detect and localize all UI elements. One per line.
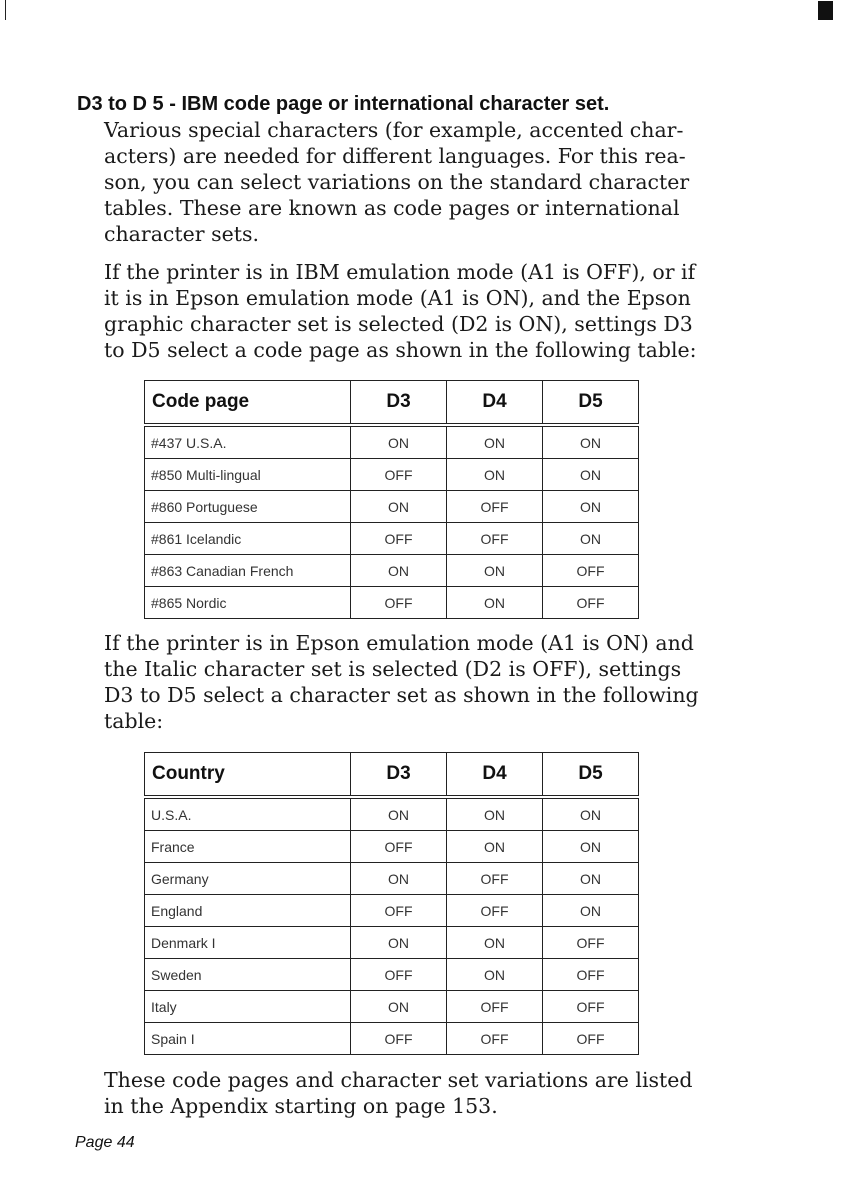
table-cell: OFF	[447, 1023, 543, 1055]
table-cell: OFF	[543, 959, 639, 991]
text-line: in the Appendix starting on page 153.	[104, 1094, 498, 1118]
text-line: Various special characters (for example, accented char-	[104, 118, 684, 142]
table-header-row	[145, 753, 639, 798]
table-cell: OFF	[447, 863, 543, 895]
table-row	[145, 991, 639, 1023]
table-row	[145, 959, 639, 991]
table-cell: #860 Portuguese	[145, 491, 351, 523]
country-table	[144, 752, 639, 1055]
table-cell: ON	[351, 991, 447, 1023]
table-cell: ON	[543, 797, 639, 831]
table-cell: ON	[447, 831, 543, 863]
table-cell: #850 Multi-lingual	[145, 459, 351, 491]
text-line: These code pages and character set variations are listed	[104, 1068, 693, 1092]
table-cell: OFF	[351, 1023, 447, 1055]
table-cell: Spain I	[145, 1023, 351, 1055]
table-cell: ON	[543, 523, 639, 555]
table-cell: ON	[351, 797, 447, 831]
text-line: to D5 select a code page as shown in the following table:	[104, 338, 697, 362]
table-cell: Italy	[145, 991, 351, 1023]
table-cell: OFF	[447, 523, 543, 555]
table-cell: OFF	[543, 927, 639, 959]
table-cell: U.S.A.	[145, 797, 351, 831]
table-cell: OFF	[351, 895, 447, 927]
table-row	[145, 459, 639, 491]
table-cell: OFF	[351, 523, 447, 555]
table-cell: OFF	[447, 895, 543, 927]
table-cell: France	[145, 831, 351, 863]
table-cell: ON	[447, 425, 543, 459]
text-line: tables. These are known as code pages or international	[104, 196, 680, 220]
margin-line-mark	[5, 0, 6, 20]
table-cell: #861 Icelandic	[145, 523, 351, 555]
table-cell: Sweden	[145, 959, 351, 991]
text-line: graphic character set is selected (D2 is ON), settings D3	[104, 312, 693, 336]
intro-paragraph	[104, 117, 714, 247]
table-cell: ON	[543, 895, 639, 927]
table-cell: OFF	[351, 831, 447, 863]
table-cell: ON	[447, 797, 543, 831]
table-row	[145, 927, 639, 959]
table-cell: ON	[351, 863, 447, 895]
table-cell: #863 Canadian French	[145, 555, 351, 587]
corner-registration-mark	[818, 1, 833, 20]
table-cell: Denmark I	[145, 927, 351, 959]
column-header: Code page	[145, 381, 351, 426]
table-header-row	[145, 381, 639, 426]
table-cell: OFF	[447, 991, 543, 1023]
table-cell: ON	[447, 555, 543, 587]
text-line: If the printer is in Epson emulation mode (A1 is ON) and	[104, 631, 694, 655]
column-header: D4	[447, 753, 543, 798]
table-cell: OFF	[351, 587, 447, 619]
table-cell: ON	[543, 491, 639, 523]
table-row	[145, 831, 639, 863]
page-number: Page 44	[75, 1134, 135, 1151]
table-cell: OFF	[447, 491, 543, 523]
column-header: D3	[351, 381, 447, 426]
text-line: the Italic character set is selected (D2 is OFF), settings	[104, 657, 682, 681]
table-cell: ON	[351, 927, 447, 959]
table-cell: OFF	[543, 587, 639, 619]
section-heading: D3 to D 5 - IBM code page or international character set.	[77, 93, 610, 115]
table-cell: OFF	[543, 991, 639, 1023]
column-header: D5	[543, 753, 639, 798]
text-line: acters) are needed for different languages. For this rea-	[104, 144, 686, 168]
table-row	[145, 797, 639, 831]
code-page-table	[144, 380, 639, 619]
text-line: son, you can select variations on the standard character	[104, 170, 690, 194]
table-row	[145, 863, 639, 895]
text-line: D3 to D5 select a character set as shown in the following	[104, 683, 699, 707]
table-cell: #437 U.S.A.	[145, 425, 351, 459]
table-cell: OFF	[543, 555, 639, 587]
table-cell: OFF	[351, 459, 447, 491]
appendix-paragraph	[104, 1067, 714, 1119]
table-cell: ON	[447, 959, 543, 991]
text-line: If the printer is in IBM emulation mode (A1 is OFF), or if	[104, 260, 696, 284]
table-cell: ON	[543, 459, 639, 491]
text-line: table:	[104, 709, 164, 733]
table-cell: OFF	[543, 1023, 639, 1055]
epson-mode-paragraph	[104, 630, 714, 734]
table-cell: ON	[543, 831, 639, 863]
column-header: D4	[447, 381, 543, 426]
table-cell: OFF	[351, 959, 447, 991]
table-cell: ON	[351, 491, 447, 523]
table-cell: #865 Nordic	[145, 587, 351, 619]
table-row	[145, 895, 639, 927]
table-cell: Germany	[145, 863, 351, 895]
table-cell: ON	[543, 863, 639, 895]
table-row	[145, 491, 639, 523]
column-header: D5	[543, 381, 639, 426]
table-row	[145, 587, 639, 619]
table-row	[145, 425, 639, 459]
table-row	[145, 555, 639, 587]
column-header: D3	[351, 753, 447, 798]
table-cell: ON	[447, 459, 543, 491]
text-line: character sets.	[104, 222, 260, 246]
text-line: it is in Epson emulation mode (A1 is ON), and the Epson	[104, 286, 691, 310]
table-cell: ON	[351, 425, 447, 459]
table-cell: ON	[351, 555, 447, 587]
column-header: Country	[145, 753, 351, 798]
table-cell: ON	[543, 425, 639, 459]
table-cell: ON	[447, 927, 543, 959]
table-cell: England	[145, 895, 351, 927]
ibm-mode-paragraph	[104, 259, 714, 363]
table-row	[145, 1023, 639, 1055]
table-row	[145, 523, 639, 555]
table-cell: ON	[447, 587, 543, 619]
